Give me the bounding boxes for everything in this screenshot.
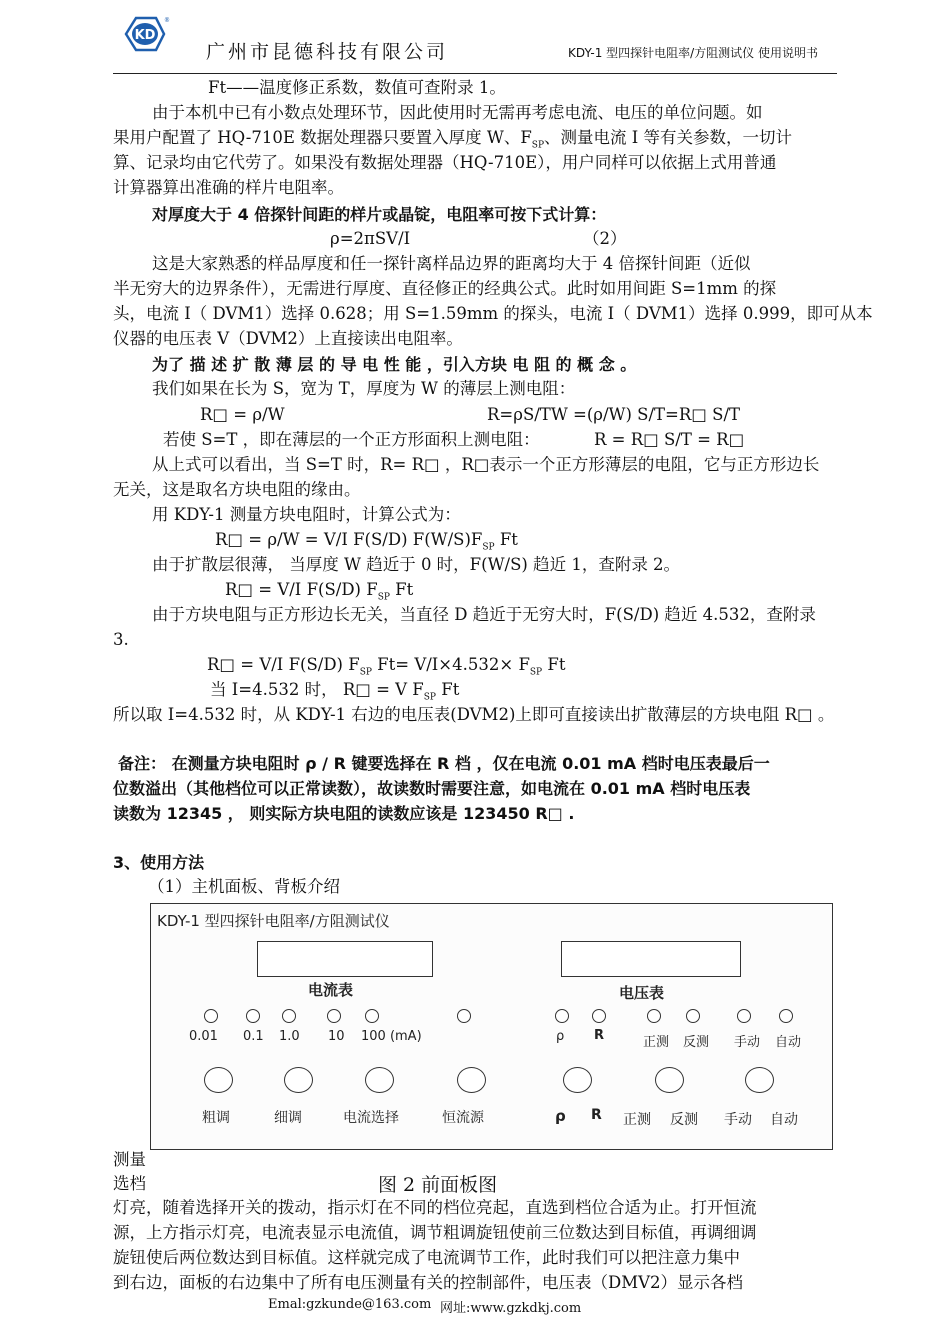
svg-text:®: ®	[164, 17, 170, 24]
text-fragment: 测量	[113, 1150, 146, 1169]
label-rho: ρ	[556, 1029, 565, 1044]
text-line: 由于方块电阻与正方形边长无关，当直径 D 趋近于无穷大时，F(S/D) 趋近 4.532，查附录	[152, 605, 816, 624]
range-label-0.1: 0.1	[243, 1029, 264, 1044]
text-line: 从上式可以看出，当 S=T 时，R= R□ ，R□表示一个正方形薄层的电阻，它与正方形边长	[152, 455, 820, 474]
note-line: 备注： 在测量方块电阻时 ρ / R 键要选择在 R 档 ，仅在电流 0.01 mA 档时电压表最后一	[118, 754, 770, 773]
text-segment: R□ = ρ/W = V/I F(S/D) F(W/S)F	[215, 530, 483, 549]
text-segment: Ft	[389, 580, 414, 599]
led-0.1	[246, 1009, 260, 1023]
text-line: 半无穷大的边界条件），无需进行厚度、直径修正的经典公式。此时如用间距 S=1mm 的探	[113, 279, 777, 298]
front-panel-figure	[150, 903, 833, 1150]
text-segment: 果用户配置了 HQ-710E 数据处理器只要置入厚度 W、F	[113, 128, 532, 147]
current-select-button[interactable]	[365, 1067, 394, 1093]
panel-title: KDY-1 型四探针电阻率/方阻测试仪	[157, 912, 390, 930]
company-logo	[120, 14, 168, 54]
text-line: 若使 S=T ，即在薄层的一个正方形面积上测电阻：	[163, 430, 540, 449]
company-name: 广州市昆德科技有限公司	[206, 41, 449, 63]
text-segment: Ft	[494, 530, 518, 549]
led-forward	[647, 1009, 661, 1023]
header-rule	[113, 73, 837, 74]
text-line: 灯亮，随着选择开关的拨动，指示灯在不同的档位亮起，直选到档位合适为止。打开恒流	[113, 1198, 757, 1217]
ammeter-label: 电流表	[308, 981, 354, 999]
text-line: 算、记录均由它代劳了。如果没有数据处理器（HQ-710E），用户同样可以依据上式用普通	[113, 153, 777, 172]
text-segment: 当 I=4.532 时， R□ = V F	[210, 680, 424, 699]
led-reverse	[686, 1009, 700, 1023]
range-label-0.01: 0.01	[189, 1029, 218, 1044]
text-line: 这是大家熟悉的样品厚度和任一探针离样品边界的距离均大于 4 倍探针间距（近似	[152, 254, 751, 273]
label-r-btn: R	[591, 1107, 602, 1123]
text-line: 计算器算出准确的样片电阻率。	[113, 178, 344, 197]
label-current-select: 电流选择	[343, 1110, 399, 1126]
section-heading: 3、使用方法	[113, 853, 205, 872]
range-label-10: 10	[328, 1029, 345, 1044]
subscript: SP	[482, 542, 495, 553]
text-line: 3.	[113, 630, 129, 649]
text-segment: R□ = V/I F(S/D) F	[207, 655, 360, 674]
note-line: 读数为 12345 ， 则实际方块电阻的读数应该是 123450 R□ .	[113, 804, 575, 823]
text-line: 无关，这是取名方块电阻的缘由。	[113, 480, 361, 499]
led-const-source	[457, 1009, 471, 1023]
led-1.0	[282, 1009, 296, 1023]
manual-auto-button[interactable]	[745, 1067, 774, 1093]
formula: R□ = ρ/W	[200, 405, 285, 424]
range-label-100: 100 (mA)	[361, 1029, 422, 1044]
led-100	[365, 1009, 379, 1023]
subsection-heading: （1）主机面板、背板介绍	[148, 877, 340, 896]
text-segment: Ft= V/I×4.532× F	[371, 655, 530, 674]
label-const-source: 恒流源	[442, 1110, 484, 1126]
label-manual: 手动	[734, 1035, 761, 1050]
label-coarse: 粗调	[202, 1110, 230, 1126]
fine-knob[interactable]	[284, 1067, 313, 1093]
bold-heading: 对厚度大于 4 倍探针间距的样片或晶锭，电阻率可按下式计算：	[152, 205, 607, 224]
label-forward: 正测	[643, 1035, 670, 1050]
led-0.01	[204, 1009, 218, 1023]
text-fragment: 选档	[113, 1174, 146, 1193]
label-manual-btn: 手动	[724, 1112, 752, 1128]
led-10	[327, 1009, 341, 1023]
coarse-knob[interactable]	[204, 1067, 233, 1093]
text-segment: 、测量电流 I 等有关参数，一切计	[544, 128, 793, 147]
label-forward-btn: 正测	[623, 1112, 651, 1128]
label-reverse-btn: 反测	[670, 1112, 698, 1128]
subscript: SP	[359, 667, 372, 678]
logo-text: KD	[134, 28, 156, 43]
label-auto-btn: 自动	[770, 1112, 798, 1128]
note-line: 位数溢出（其他档位可以正常读数），故读数时需要注意，如电流在 0.01 mA 档时电压表	[113, 779, 751, 798]
voltmeter-label: 电压表	[619, 984, 665, 1002]
range-label-1.0: 1.0	[279, 1029, 300, 1044]
figure-caption: 图 2 前面板图	[378, 1174, 498, 1196]
label-reverse: 反测	[683, 1035, 710, 1050]
text-segment: R□ = V/I F(S/D) F	[225, 580, 378, 599]
led-manual	[737, 1009, 751, 1023]
voltmeter-display	[561, 941, 741, 977]
subscript: SP	[531, 140, 545, 151]
formula: ρ=2πSV/I	[330, 229, 411, 248]
footer-email: Emal:gzkunde@163.com	[268, 1297, 432, 1312]
text-line: 仪器的电压表 V（DVM2）上直接读出电阻率。	[113, 329, 463, 348]
const-source-button[interactable]	[457, 1067, 486, 1093]
text-line: 源，上方指示灯亮，电流表显示电流值，调节粗调旋钮使前三位数达到目标值，再调细调	[113, 1223, 757, 1242]
label-auto: 自动	[775, 1035, 802, 1050]
text-line: 我们如果在长为 S，宽为 T，厚度为 W 的薄层上测电阻：	[152, 379, 576, 398]
text-line: 到右边，面板的右边集中了所有电压测量有关的控制部件，电压表（DMV2）显示各档	[113, 1273, 744, 1292]
subscript: SP	[377, 592, 390, 603]
ammeter-display	[257, 941, 433, 977]
text-segment: Ft	[542, 655, 566, 674]
label-r: R	[594, 1028, 605, 1043]
bold-heading: 为了 描 述 扩 散 薄 层 的 导 电 性 能 ，引入方块 电 阻 的 概 念 。	[152, 355, 637, 374]
document-title: KDY-1 型四探针电阻率/方阻测试仪 使用说明书	[568, 46, 818, 60]
rho-r-button[interactable]	[563, 1067, 592, 1093]
formula: R = R□ S/T = R□	[594, 430, 745, 449]
text-line: 由于本机中已有小数点处理环节，因此使用时无需再考虑电流、电压的单位问题。如	[152, 103, 763, 122]
led-r	[592, 1009, 606, 1023]
label-rho-btn: ρ	[555, 1107, 566, 1125]
formula: R=ρS/TW =(ρ/W) S/T=R□ S/T	[487, 405, 741, 424]
subscript: SP	[529, 667, 543, 678]
text-line: 所以取 I=4.532 时，从 KDY-1 右边的电压表(DVM2)上即可直接读出扩散薄层的方块电阻 R□ 。	[113, 705, 835, 724]
subscript: SP	[423, 692, 436, 703]
label-fine: 细调	[274, 1110, 302, 1126]
led-rho	[555, 1009, 569, 1023]
led-auto	[779, 1009, 793, 1023]
footer-website: 网址:www.gzkdkj.com	[440, 1301, 582, 1316]
text-line: 头，电流 I（ DVM1）选择 0.628；用 S=1.59mm 的探头，电流 I（ DVM1）选择 0.999，即可从本	[113, 304, 873, 323]
text-line: Ft——温度修正系数，数值可查附录 1。	[208, 78, 506, 97]
text-line: 用 KDY-1 测量方块电阻时，计算公式为：	[152, 505, 461, 524]
formula-number: （2）	[583, 229, 627, 248]
text-segment: Ft	[436, 680, 460, 699]
text-line: 旋钮使后两位数达到目标值。这样就完成了电流调节工作，此时我们可以把注意力集中	[113, 1248, 740, 1267]
text-line: 由于扩散层很薄， 当厚度 W 趋近于 0 时，F(W/S) 趋近 1，查附录 2。	[152, 555, 681, 574]
fwd-rev-button[interactable]	[655, 1067, 684, 1093]
